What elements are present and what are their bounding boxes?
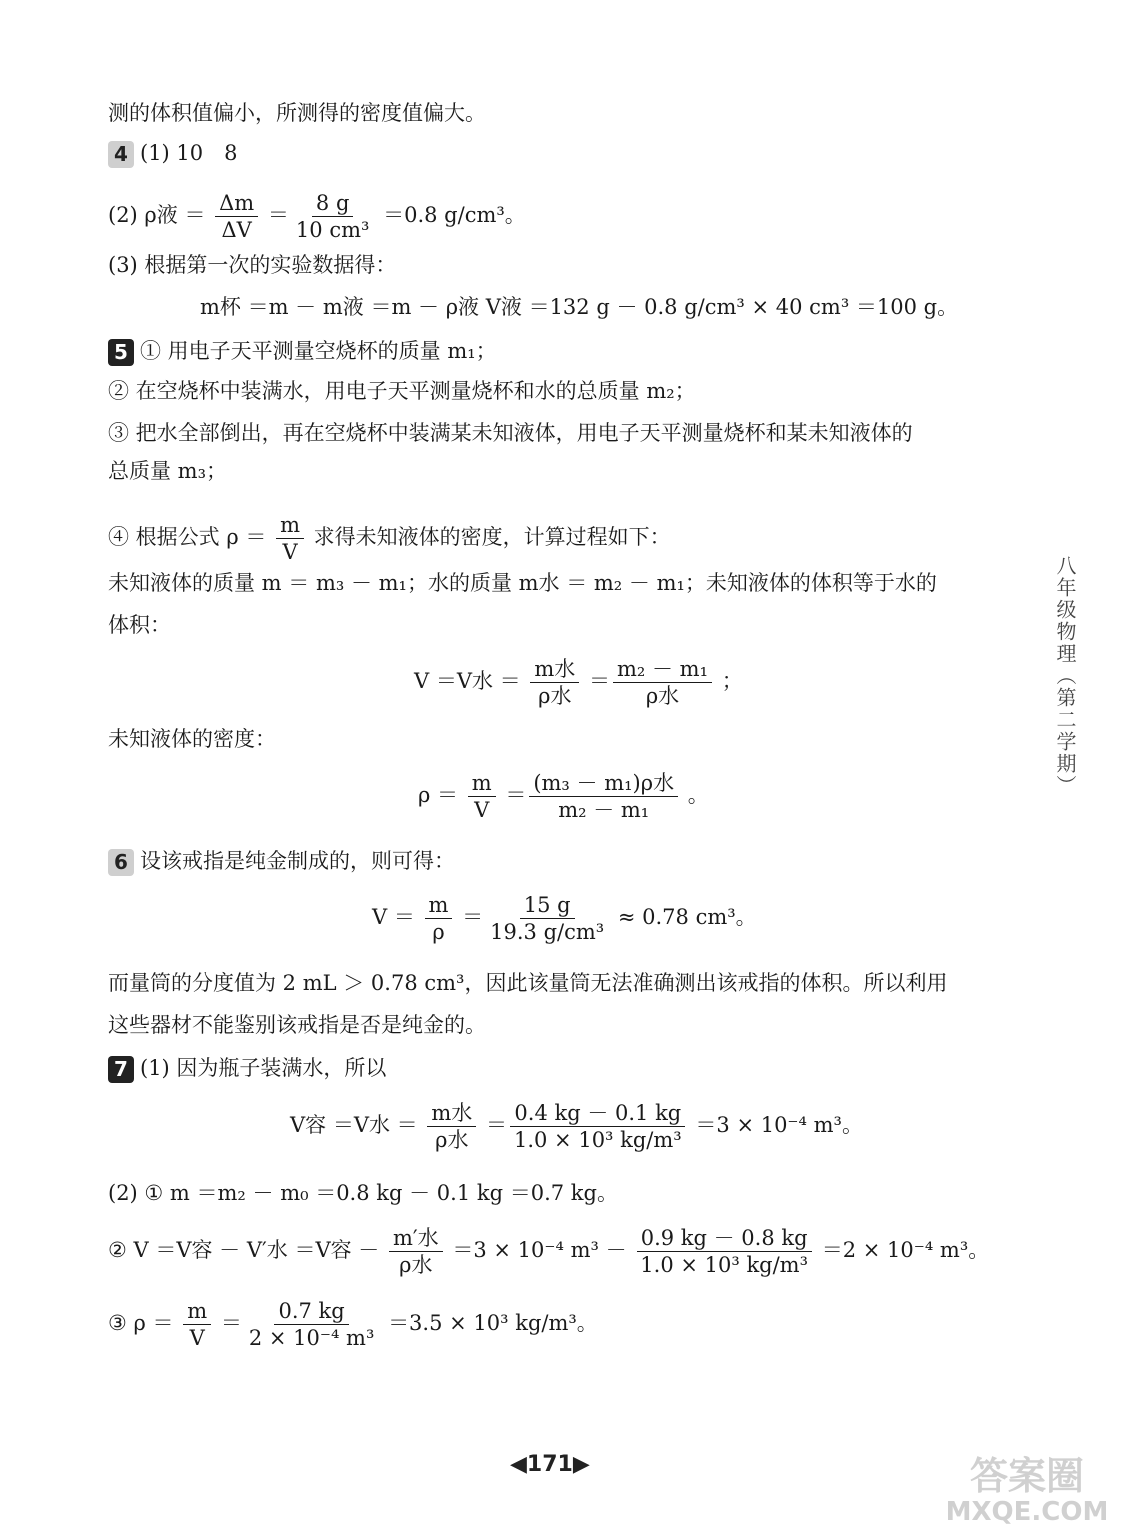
denominator: 10 cm³ (295, 218, 370, 242)
denominator: 2 × 10⁻⁴ m³ (248, 1326, 375, 1350)
numerator: 15 g (520, 892, 575, 919)
page-number: ◀171▶ (510, 1452, 590, 1477)
numerator: m (183, 1298, 211, 1325)
numerator: 0.7 kg (274, 1298, 348, 1325)
q5-step3b: 总质量 m₃； (108, 459, 228, 483)
numerator: (m₃ － m₁)ρ水 (529, 770, 678, 797)
fraction (510, 1100, 686, 1153)
q6-conclusion-a: 而量筒的分度值为 2 mL ＞ 0.78 cm³，因此该量筒无法准确测出该戒指的体积。所以利用 (108, 971, 948, 995)
denominator: ΔV (221, 218, 252, 242)
q7-part1-text: (1) 因为瓶子装满水，所以 (140, 1056, 387, 1080)
numerator: 0.4 kg － 0.1 kg (510, 1100, 685, 1127)
fraction (389, 1225, 443, 1278)
denominator: V (474, 798, 490, 822)
numerator: m′水 (389, 1225, 443, 1252)
q7-volume-equation: V容 ＝V水 ＝ $\frac{\text{m水}}{\text{ρ水}}$ ＝ $\frac{0.4 kg - 0.1 kg}{\text{1.0 × 10³ kg/m³}}$ ＝3 × 10⁻⁴ m³。 (290, 1101, 863, 1152)
q5-volume-equation: V ＝V水 ＝ $\frac{\text{m水}}{\text{ρ水}}$ ＝ $\frac{\text{m₂ － m₁}}{\text{ρ水}}$ ； (414, 657, 743, 708)
fraction (529, 770, 678, 823)
denominator: ρ水 (538, 684, 572, 708)
numerator: m (468, 770, 496, 797)
denominator: V (189, 1326, 205, 1350)
math-term: ≈ 0.78 cm³。 (617, 905, 757, 929)
q7-part2-step3: ③ ρ ＝ $\frac{m}{V}$ ＝ $\frac{0.7 kg}{\text{2 × 10⁻⁴ m³}}$ ＝3.5 × 10³ kg/m³。 (108, 1299, 598, 1350)
numerator: m水 (530, 656, 579, 683)
math-term: ＝3 × 10⁻⁴ m³ － (452, 1238, 627, 1262)
q4-part3-equation: m杯 ＝m － m液 ＝m － ρ液 V液 ＝132 g － 0.8 g/cm³ × 40 cm³ ＝100 g。 (200, 295, 959, 319)
question-badge-4: 4 (108, 141, 134, 168)
math-term: ② V ＝V容 － V′水 ＝V容 － (108, 1238, 380, 1262)
denominator: ρ水 (645, 684, 680, 708)
fraction (245, 1298, 379, 1351)
math-term: ＝3.5 × 10³ kg/m³。 (388, 1311, 598, 1335)
watermark-line1: 答案圈 (969, 1454, 1084, 1498)
q4-part2: (2) ρ液 ＝ $\frac{\Delta m}{\Delta V}$ ＝ $\frac{8 g}{\text{10 cm³}}$ ＝0.8 g/cm³。 (108, 191, 526, 242)
math-term: ＝2 × 10⁻⁴ m³。 (821, 1238, 990, 1262)
fraction (276, 512, 304, 565)
q7-part1 (108, 1053, 386, 1083)
q5-step1-text: ① 用电子天平测量空烧杯的质量 m₁； (140, 339, 497, 363)
fraction (486, 892, 608, 945)
math-term: V ＝V水 ＝ (414, 669, 521, 693)
fraction (183, 1298, 211, 1351)
q7-part2-step1: (2) ① m ＝m₂ － m₀ ＝0.8 kg － 0.1 kg ＝0.7 kg。 (108, 1181, 618, 1205)
denominator: ρ水 (435, 1128, 469, 1152)
q5-step3a: ③ 把水全部倒出，再在空烧杯中装满某未知液体，用电子天平测量烧杯和某未知液体的 (108, 421, 913, 445)
q5-density-equation: ρ ＝ $\frac{m}{V}$ ＝ $\frac{\text{(m₃ － m₁)ρ水}}{\text{m₂ － m₁}}$ 。 (418, 771, 709, 822)
q4-part1 (108, 138, 238, 168)
q5-step4-text: ④ 根据公式 ρ ＝ (108, 525, 267, 549)
math-term: ρ液 ＝ (144, 203, 206, 227)
q6-conclusion-b: 这些器材不能鉴别该戒指是否是纯金的。 (108, 1013, 486, 1037)
math-term: V容 ＝V水 ＝ (290, 1113, 418, 1137)
numerator: m (425, 892, 453, 919)
denominator: ρ水 (399, 1253, 433, 1277)
q4-part3: (3) 根据第一次的实验数据得： (108, 253, 397, 277)
question-badge-5: 5 (108, 339, 134, 366)
side-running-title: 八年级物理（第二学期） (1053, 555, 1077, 797)
fraction (215, 190, 258, 243)
numerator: m₂ － m₁ (613, 656, 712, 683)
q6-intro-text: 设该戒指是纯金制成的，则可得： (140, 849, 455, 873)
denominator: ρ (432, 920, 445, 944)
math-term: ρ ＝ (418, 783, 459, 807)
fraction (468, 770, 496, 823)
denominator: 1.0 × 10³ kg/m³ (513, 1128, 682, 1152)
math-term: ＝3 × 10⁻⁴ m³。 (695, 1113, 863, 1137)
q5-density-label: 未知液体的密度： (108, 727, 276, 751)
fraction (636, 1225, 812, 1278)
numerator: 0.9 kg － 0.8 kg (637, 1225, 812, 1252)
q6-intro (108, 846, 455, 876)
numerator: 8 g (312, 190, 353, 217)
q4-part1-text: (1) 10 8 (140, 141, 238, 165)
numerator: m水 (427, 1100, 476, 1127)
q5-volume-line: 体积： (108, 613, 171, 637)
q4-part2-label: (2) (108, 203, 145, 227)
q5-step4-text: 求得未知液体的密度，计算过程如下： (313, 525, 671, 549)
q5-step2: ② 在空烧杯中装满水，用电子天平测量烧杯和水的总质量 m₂； (108, 379, 696, 403)
denominator: 19.3 g/cm³ (490, 920, 605, 944)
fraction (613, 656, 712, 709)
fraction (292, 190, 374, 243)
q5-step4 (108, 512, 671, 565)
math-term: ＝0.8 g/cm³。 (383, 203, 526, 227)
watermark-line2: MXQE.COM (945, 1497, 1109, 1527)
q5-mass-line: 未知液体的质量 m ＝ m₃ － m₁；水的质量 m水 ＝ m₂ － m₁；未知液体的体积等于水的 (108, 571, 937, 595)
q7-part2-step2 (108, 1225, 989, 1278)
question-badge-7: 7 (108, 1056, 134, 1083)
watermark-logo (942, 1455, 1112, 1530)
denominator: 1.0 × 10³ kg/m³ (640, 1253, 809, 1277)
math-term: 。 (687, 783, 709, 807)
text-line: 测的体积值偏小，所测得的密度值偏大。 (108, 101, 486, 125)
fraction (530, 656, 579, 709)
math-term: ③ ρ ＝ (108, 1311, 174, 1335)
q6-equation: V ＝ $\frac{m}{\rho}$ ＝ $\frac{15 g}{\text{19.3 g/cm³}}$ ≈ 0.78 cm³。 (372, 893, 757, 944)
numerator: m (276, 512, 304, 539)
math-term: ； (721, 669, 743, 693)
denominator: V (282, 540, 298, 564)
math-term: V ＝ (372, 905, 415, 929)
fraction (427, 1100, 476, 1153)
fraction (425, 892, 453, 945)
q5-step1 (108, 336, 497, 366)
numerator: Δm (215, 190, 258, 217)
denominator: m₂ － m₁ (558, 798, 650, 822)
question-badge-6: 6 (108, 849, 134, 876)
